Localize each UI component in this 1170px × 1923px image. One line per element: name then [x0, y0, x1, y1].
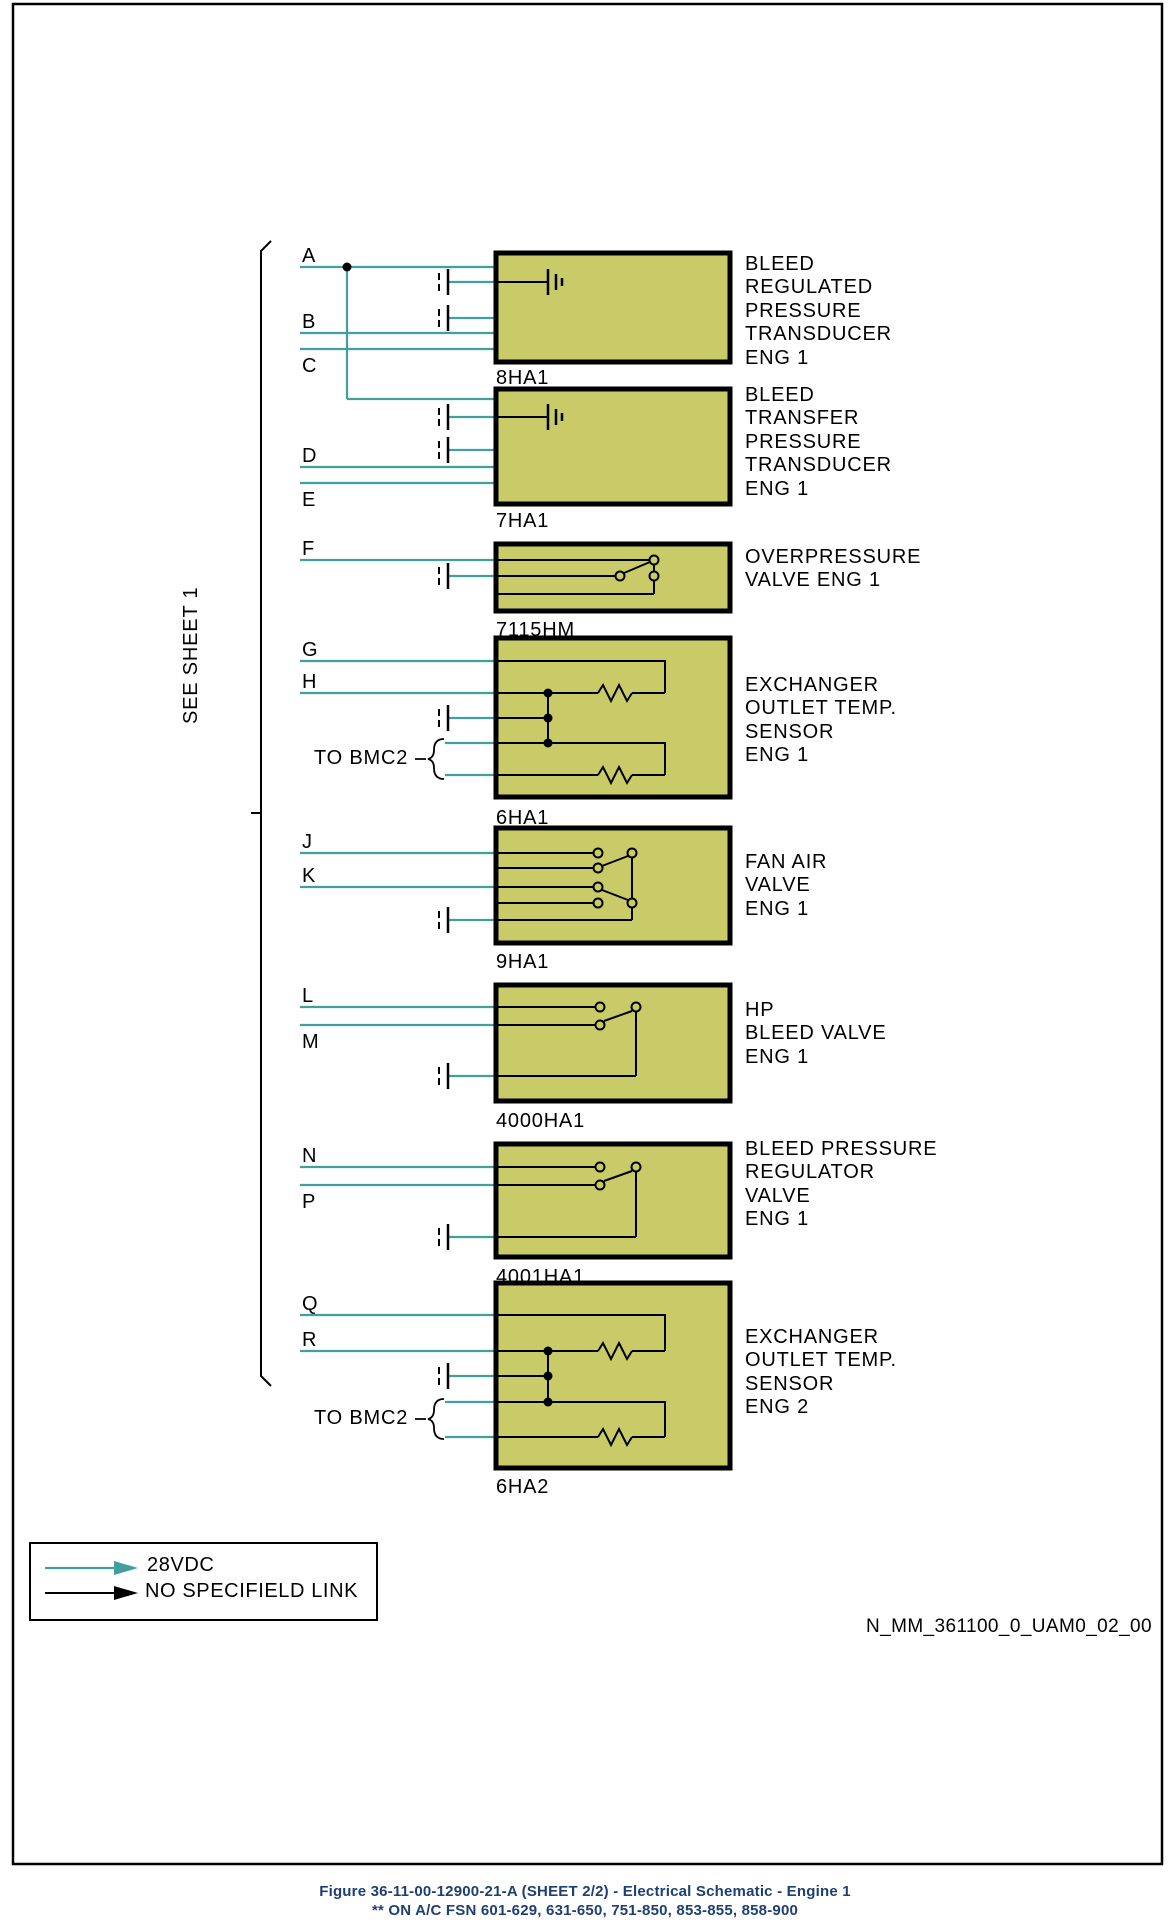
component-id-4000ha1: 4000HA1 — [496, 1110, 585, 1132]
pin-label-f: F — [302, 538, 316, 560]
component-desc-7115hm: OVERPRESSURE VALVE ENG 1 — [745, 546, 922, 592]
component-id-9ha1: 9HA1 — [496, 951, 550, 973]
component-desc-4000ha1: HP BLEED VALVE ENG 1 — [745, 999, 887, 1068]
pin-label-d: D — [302, 445, 318, 467]
pin-label-k: K — [302, 865, 317, 887]
bmc2-braces — [415, 739, 444, 1439]
wire-shield-stubs — [449, 282, 496, 1376]
arrow-28vdc-icon — [114, 1561, 138, 1575]
component-desc-6ha1: EXCHANGER OUTLET TEMP. SENSOR ENG 1 — [745, 674, 897, 767]
component-desc-8ha1: BLEED REGULATED PRESSURE TRANSDUCER ENG 1 — [745, 253, 892, 369]
to-bmc2-label: TO BMC2 — [314, 1407, 409, 1429]
component-id-7ha1: 7HA1 — [496, 510, 550, 532]
component-box-7115hm — [496, 544, 730, 611]
component-box-9ha1 — [496, 828, 730, 943]
pin-label-e: E — [302, 489, 317, 511]
pin-label-b: B — [302, 311, 317, 333]
pin-label-m: M — [302, 1031, 320, 1053]
component-id-6ha1: 6HA1 — [496, 807, 550, 829]
component-id-4001ha1: 4001HA1 — [496, 1266, 585, 1288]
pin-label-j: J — [302, 831, 313, 853]
pin-label-c: C — [302, 355, 318, 377]
component-id-8ha1: 8HA1 — [496, 367, 550, 389]
shield-ground-icons — [439, 269, 448, 1389]
component-desc-7ha1: BLEED TRANSFER PRESSURE TRANSDUCER ENG 1 — [745, 384, 892, 500]
shield-ground-icon — [439, 269, 448, 1389]
pin-label-h: H — [302, 671, 318, 693]
component-id-6ha2: 6HA2 — [496, 1476, 550, 1498]
component-box-8ha1 — [496, 253, 730, 362]
pin-label-p: P — [302, 1191, 317, 1213]
pin-label-a: A — [302, 245, 317, 267]
wires-28vdc — [300, 267, 496, 1437]
brace-icon — [415, 739, 444, 779]
component-box-4000ha1 — [496, 985, 730, 1101]
junction-dot — [343, 263, 352, 272]
pin-label-r: R — [302, 1329, 318, 1351]
figure-caption-line1: Figure 36-11-00-12900-21-A (SHEET 2/2) - Electrical Schematic - Engine 1 — [319, 1883, 851, 1900]
component-desc-6ha2: EXCHANGER OUTLET TEMP. SENSOR ENG 2 — [745, 1326, 897, 1419]
pin-label-n: N — [302, 1145, 318, 1167]
brace-icon — [415, 1399, 444, 1439]
component-box-7ha1 — [496, 389, 730, 504]
figure-caption-line2: ** ON A/C FSN 601-629, 631-650, 751-850, 853-855, 858-900 — [371, 1902, 799, 1919]
sheet1-bracket — [251, 241, 271, 1386]
drawing-reference: N_MM_361100_0_UAM0_02_00 — [866, 1616, 1152, 1637]
to-bmc2-label: TO BMC2 — [314, 747, 409, 769]
see-sheet-label: SEE SHEET 1 — [180, 586, 202, 724]
pin-label-l: L — [302, 985, 314, 1007]
legend-28vdc-label: 28VDC — [147, 1554, 215, 1576]
component-id-7115hm: 7115HM — [496, 619, 575, 641]
component-desc-4001ha1: BLEED PRESSURE REGULATOR VALVE ENG 1 — [745, 1138, 938, 1231]
component-box-4001ha1 — [496, 1144, 730, 1257]
wire-bmc2-stubs — [445, 743, 496, 1437]
component-desc-9ha1: FAN AIR VALVE ENG 1 — [745, 851, 828, 920]
legend-no-link-label: NO SPECIFIELD LINK — [145, 1580, 359, 1602]
pin-label-q: Q — [302, 1293, 319, 1315]
arrow-no-link-icon — [114, 1586, 138, 1600]
pin-label-g: G — [302, 639, 319, 661]
